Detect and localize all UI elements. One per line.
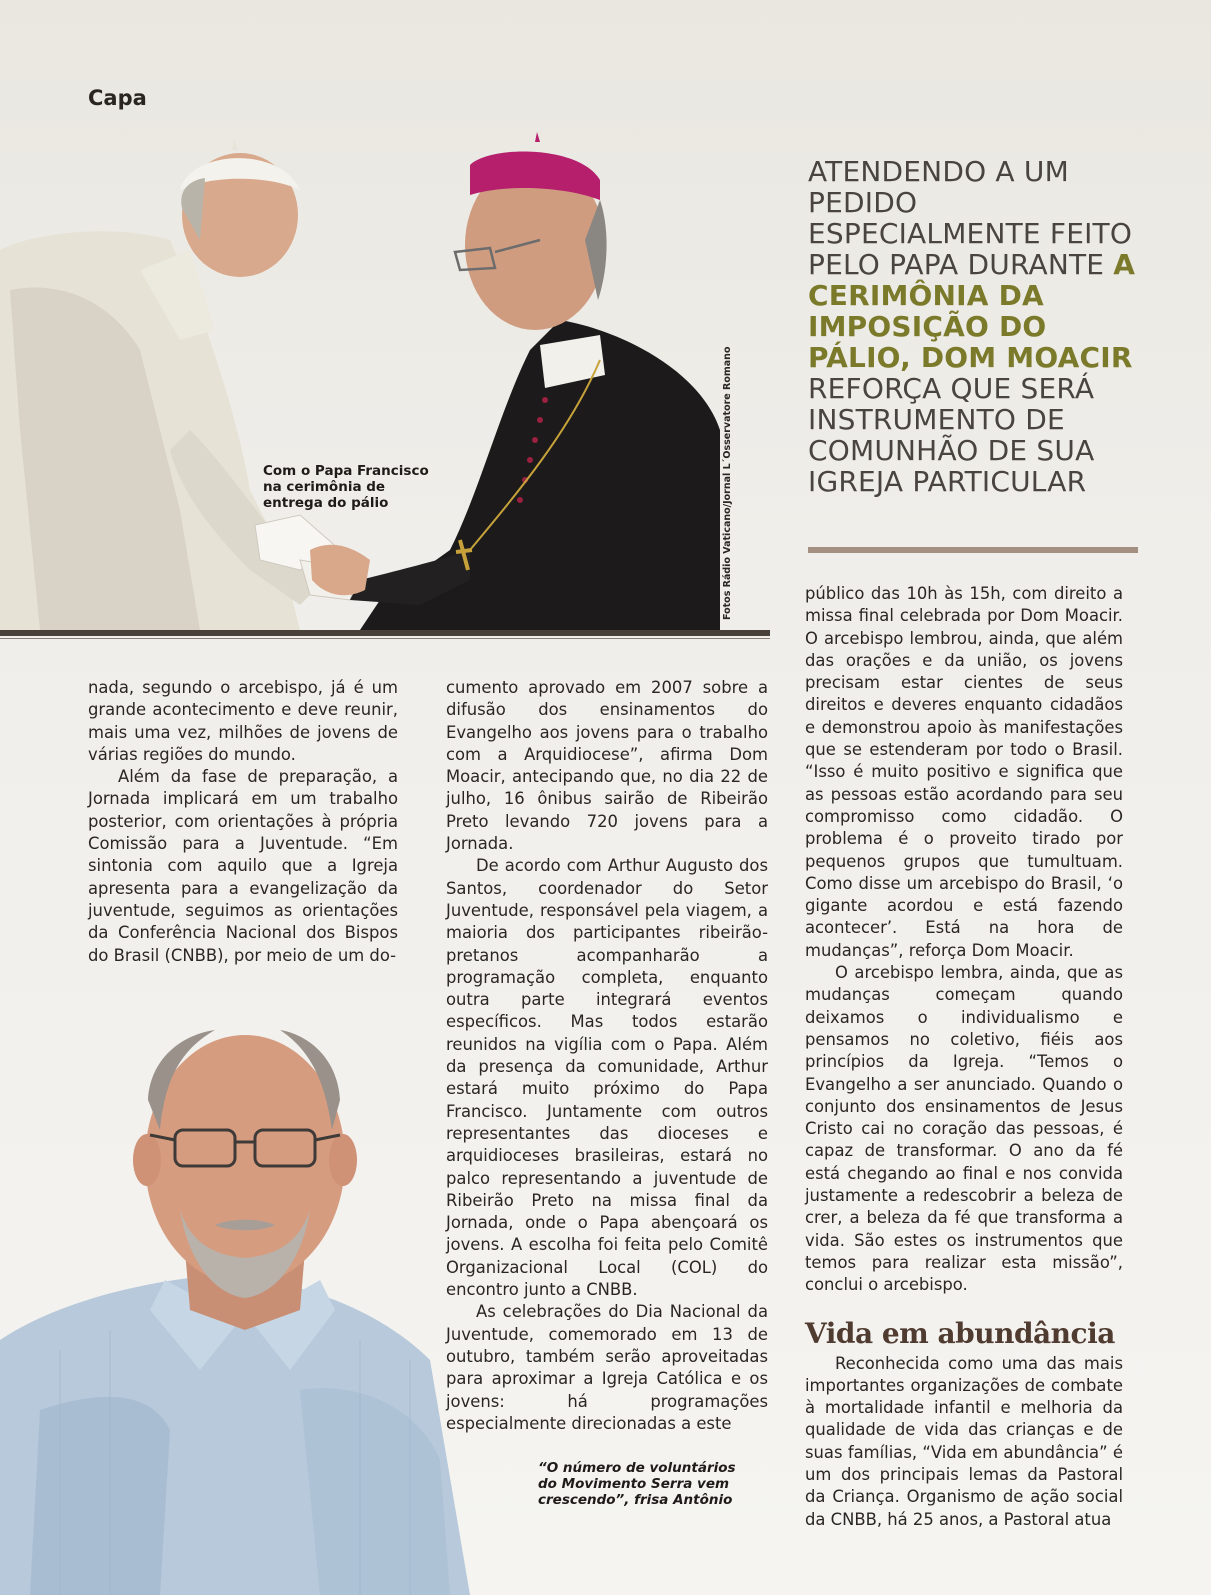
pull-quote-rule [808,547,1138,553]
paragraph: De acordo com Arthur Augusto dos Santos, coordenador do Setor Juventude, responsável pela viagem, a maioria dos participantes ribeirão-pretanos acompanharão a programação completa, enquanto outra parte integrará eventos específicos. Mas todos estarão reunidos na vigília com o Papa. Além da presença da comunidade, Arthur estará muito próximo do Papa Francisco. Juntamente com outros representantes das dioceses e arquidioceses brasileiras, estará no palco representando a juventude de Ribeirão Preto na missa final da Jornada, onde o Papa abençoará os jovens. A escolha foi feita pelo Comitê Organizacional Local (COL) do encontro junto a CNBB. [446,856,768,1300]
body-column-3 [805,583,1123,1531]
paragraph: O arcebispo lembra, ainda, que as mudanças começam quando deixamos o individualismo e pensamos no coletivo, fiéis aos princípios da Igreja. “Temos o Evangelho a ser anunciado. Quando o conjunto dos ensinamentos de Jesus Cristo cai no coração das pessoas, é capaz de transformar. O ano da fé está chegando ao final e nos convida justamente a redescobrir a beleza de crer, a beleza da fé que transforma a vida. São estes os instrumentos que temos para realizar esta missão”, conclui o arcebispo. [805,963,1123,1295]
photo-caption: Com o Papa Francisco na cerimônia de entrega do pálio [263,463,429,511]
pull-quote-outro: REFORÇA QUE SERÁ INSTRUMENTO DE COMUNHÃO DE SUA IGREJA PARTICULAR [808,372,1095,498]
subheading: Vida em abundância [805,1316,1115,1350]
pull-quote-intro: ATENDENDO A UM PEDIDO ESPECIALMENTE FEITO PELO PAPA DURANTE [808,155,1133,281]
paragraph: Além da fase de preparação, a Jornada implicará em um trabalho posterior, com orientações à própria Comissão para a Juventude. “Em sintonia com aquilo que a Igreja apresenta para a evangelização da juventude, seguimos as orientações da Conferência Nacional dos Bispos do Brasil (CNBB), por meio de um do- [88,767,398,965]
paragraph: nada, segundo o arcebispo, já é um grande acontecimento e deve reunir, mais uma vez, milhões de jovens de várias regiões do mundo. [88,678,398,764]
paragraph: As celebrações do Dia Nacional da Juventude, comemorado em 13 de outubro, também serão aproveitadas para aproximar a Igreja Católica e os jovens: há programações especialmente direcionadas a este [446,1302,768,1433]
photo-rule-thin [0,638,770,639]
pull-quote [808,156,1138,497]
antonio-portrait-photo [0,1010,520,1595]
pull-quote-highlight: A CERIMÔNIA DA IMPOSIÇÃO DO PÁLIO, DOM MOACIR [808,248,1136,374]
paragraph: Reconhecida como uma das mais importantes organizações de combate à mortalidade infantil e melhoria da qualidade de vida das crianças e de suas famílias, “Vida em abundância” é um dos principais lemas da Pastoral da Criança. Organismo de ação social da CNBB, há 25 anos, a Pastoral atua [805,1353,1123,1529]
section-label: Capa [88,86,147,110]
paragraph: cumento aprovado em 2007 sobre a difusão dos ensinamentos do Evangelho aos jovens para o trabalho com a Arquidiocese”, afirma Dom Moacir, antecipando que, no dia 22 de julho, 16 ônibus sairão de Ribeirão Preto levando 720 jovens para a Jornada. [446,678,768,854]
body-column-1 [88,677,398,967]
photo-rule [0,630,770,636]
photo-credit: Fotos Rádio Vaticano/Jornal L´Osservatore Romano [722,346,733,620]
paragraph: público das 10h às 15h, com direito a missa final celebrada por Dom Moacir. O arcebispo lembrou, ainda, que além das orações e da união, os jovens precisam estar cientes de seus direitos e deveres enquanto cidadãos e demonstrou apoio às manifestações que se estenderam por todo o Brasil. “Isso é muito positivo e significa que as pessoas estão acordando para seu compromisso como cidadão. O problema é o proveito tirado por pequenos grupos que tumultuam. Como disse um arcebispo do Brasil, ‘o gigante acordou e está fazendo acontecer’. Está na hora de mudanças”, reforça Dom Moacir. [805,584,1123,960]
portrait-caption: “O número de voluntários do Movimento Serra vem crescendo”, frisa Antônio [538,1460,736,1508]
pope-archbishop-photo [0,130,732,630]
